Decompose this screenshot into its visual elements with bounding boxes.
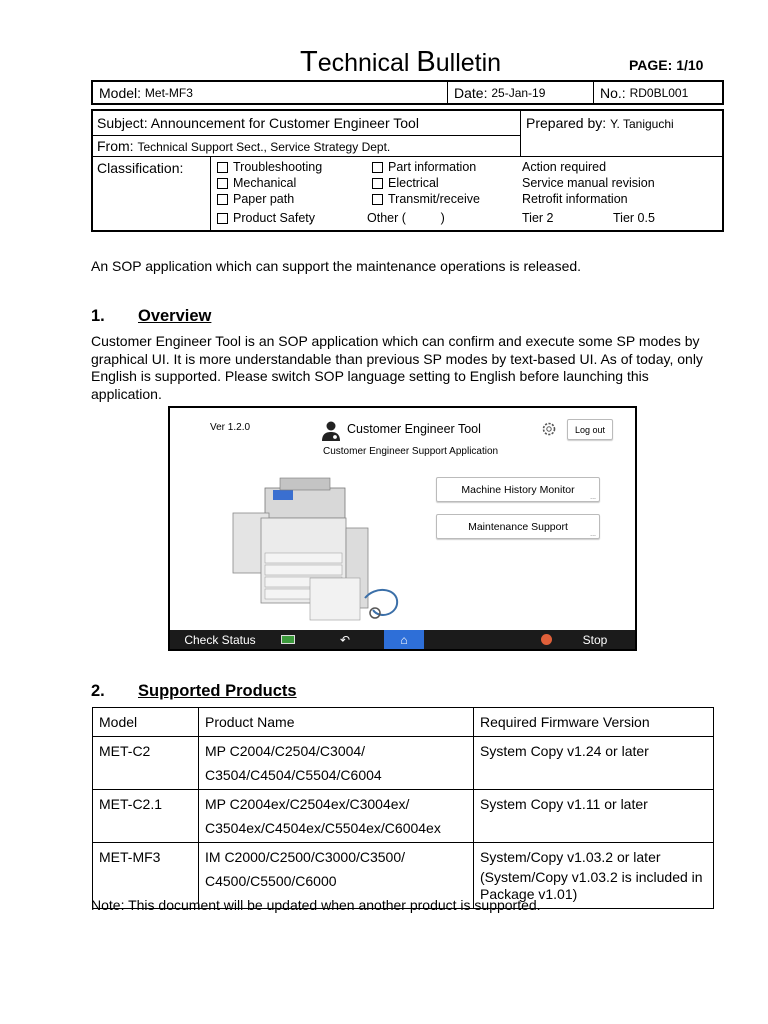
more-icon: ... xyxy=(590,531,596,538)
model-label: Model: xyxy=(99,84,142,101)
checkbox-icon[interactable] xyxy=(372,194,383,205)
note-text: Note: This document will be updated when another product is supported. xyxy=(91,897,541,913)
checkbox-icon[interactable] xyxy=(217,213,228,224)
bottom-bar xyxy=(170,630,635,649)
app-screenshot xyxy=(168,406,637,651)
overview-paragraph: Customer Engineer Tool is an SOP application which can confirm and execute some SP modes by graphical UI. It is more understandable than previous SP modes by text-based UI. As of today, only English is supported. Please switch SOP language setting to English before launching this application. xyxy=(91,333,703,402)
checkbox-icon[interactable] xyxy=(372,162,383,173)
stop-button[interactable]: Stop xyxy=(582,632,608,647)
app-title: Customer Engineer Tool xyxy=(347,422,481,436)
product-name-cell: MP C2004ex/C2504ex/C3004ex/ C3504ex/C4504ex/C5504ex/C6004ex xyxy=(199,790,474,843)
more-icon: ... xyxy=(590,494,596,501)
option-tier-2: Tier 2 xyxy=(522,211,554,225)
model-cell xyxy=(93,82,448,103)
checkbox-icon[interactable] xyxy=(372,178,383,189)
checkbox-icon[interactable] xyxy=(217,194,228,205)
machine-history-monitor-button[interactable]: Machine History Monitor ... xyxy=(436,477,600,502)
prepared-by xyxy=(521,111,722,157)
option-retrofit-information: Retrofit information xyxy=(522,192,628,206)
maintenance-support-button[interactable]: Maintenance Support ... xyxy=(436,514,600,539)
option-electrical[interactable]: Electrical xyxy=(372,176,439,190)
from-line xyxy=(93,136,521,157)
option-paper-path[interactable]: Paper path xyxy=(217,192,294,206)
subject: Subject: Announcement for Customer Engineer Tool xyxy=(93,111,521,136)
date-label: Date: xyxy=(454,84,488,101)
option-part-information[interactable]: Part information xyxy=(372,160,476,174)
check-status-button[interactable]: Check Status xyxy=(184,632,256,647)
firmware-cell: System/Copy v1.03.2 or later (System/Copy v1.03.2 is included in Package v1.01) xyxy=(474,843,714,909)
firmware-cell: System Copy v1.11 or later xyxy=(474,790,714,843)
column-header: Product Name xyxy=(199,708,474,737)
gear-icon[interactable] xyxy=(540,420,558,438)
classification-label: Classification: xyxy=(93,157,211,230)
title-row xyxy=(0,46,768,80)
model-value: Met-MF3 xyxy=(144,85,193,100)
page-number: PAGE: 1/10 xyxy=(629,57,704,73)
reset-icon[interactable] xyxy=(536,630,556,649)
document-title: Technical Bulletin xyxy=(300,46,502,78)
subject-box xyxy=(91,109,724,232)
prepared-value: Y. Taniguchi xyxy=(610,117,674,131)
option-service-manual-revision: Service manual revision xyxy=(522,176,655,190)
date-value: 25-Jan-19 xyxy=(491,85,546,100)
model-info-box xyxy=(91,80,724,105)
column-header: Model xyxy=(93,708,199,737)
prepared-label: Prepared by: xyxy=(526,115,607,131)
intro-text: An SOP application which can support the maintenance operations is released. xyxy=(91,258,582,274)
supported-products-heading: 2. Supported Products xyxy=(91,682,297,700)
option-other: Other ( ) xyxy=(367,211,445,225)
back-icon[interactable]: ↶ xyxy=(339,632,351,647)
table-row xyxy=(93,790,714,843)
option-tier-0-5: Tier 0.5 xyxy=(613,211,655,225)
option-troubleshooting[interactable]: Troubleshooting xyxy=(217,160,322,174)
option-mechanical[interactable]: Mechanical xyxy=(217,176,296,190)
supported-products-table xyxy=(92,707,714,909)
table-header-row xyxy=(93,708,714,737)
number-value: RD0BL001 xyxy=(629,85,689,100)
version-label: Ver 1.2.0 xyxy=(210,422,251,433)
model-cell: MET-MF3 xyxy=(93,843,199,909)
home-icon[interactable]: ⌂ xyxy=(384,630,424,649)
option-transmit-receive[interactable]: Transmit/receive xyxy=(372,192,480,206)
checkbox-icon[interactable] xyxy=(217,162,228,173)
table-row xyxy=(93,737,714,790)
from-value: Technical Support Sect., Service Strategy Dept. xyxy=(137,140,391,154)
from-label: From: xyxy=(97,138,134,154)
product-name-cell: MP C2004/C2504/C3004/ C3504/C4504/C5504/C6004 xyxy=(199,737,474,790)
overview-heading: 1. Overview xyxy=(91,307,212,325)
app-subtitle: Customer Engineer Support Application xyxy=(323,446,499,457)
number-label: No.: xyxy=(600,84,626,101)
logout-button[interactable]: Log out xyxy=(567,419,613,440)
firmware-cell: System Copy v1.24 or later xyxy=(474,737,714,790)
model-cell: MET-C2.1 xyxy=(93,790,199,843)
printer-illustration xyxy=(225,468,415,628)
model-cell: MET-C2 xyxy=(93,737,199,790)
option-product-safety[interactable]: Product Safety xyxy=(217,211,315,225)
product-name-cell: IM C2000/C2500/C3000/C3500/ C4500/C5500/C6000 xyxy=(199,843,474,909)
column-header: Required Firmware Version xyxy=(474,708,714,737)
checkbox-icon[interactable] xyxy=(217,178,228,189)
status-indicator-icon xyxy=(278,630,298,649)
number-cell xyxy=(594,82,722,103)
date-cell xyxy=(448,82,594,103)
option-action-required: Action required xyxy=(522,160,607,174)
engineer-icon xyxy=(320,420,342,442)
